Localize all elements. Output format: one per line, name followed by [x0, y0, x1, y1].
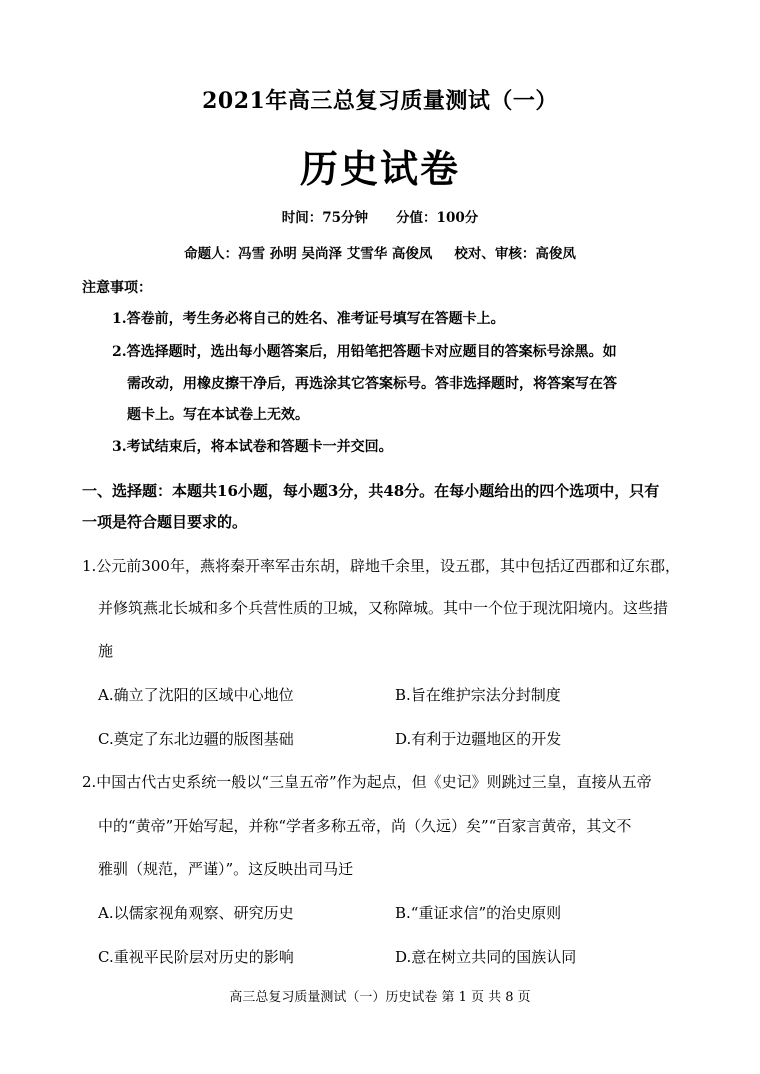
- time-label: 时间：75分钟: [281, 210, 369, 226]
- question-1-line-2: 并修筑燕北长城和多个兵营性质的卫城，又称障城。其中一个位于现沈阳境内。这些措: [98, 599, 669, 617]
- question-2-line-2: 中的“黄帝”开始写起，并称“学者多称五帝，尚（久远）矣”“百家言黄帝，其文不: [98, 817, 632, 835]
- authors-line: [0, 242, 760, 262]
- notice-item-2-line-3: 题卡上。写在本试卷上无效。: [127, 407, 309, 423]
- subject-title: 历史试卷: [299, 146, 460, 191]
- question-1-option-b: B.旨在维护宗法分封制度: [395, 686, 561, 704]
- question-1-line-3: 施: [98, 642, 114, 660]
- notice-item-2-line-1: 2.答选择题时，选出每小题答案后，用铅笔把答题卡对应题目的答案标号涂黑。如: [112, 344, 617, 360]
- question-1-option-a: A.确立了沈阳的区域中心地位: [98, 686, 294, 704]
- question-1-option-d: D.有利于边疆地区的开发: [395, 730, 562, 748]
- notice-item-2-line-2: 需改动，用橡皮擦干净后，再选涂其它答案标号。答非选择题时，将答案写在答: [127, 376, 617, 392]
- question-2-option-c: C.重视平民阶层对历史的影响: [98, 948, 294, 966]
- notice-item-1: 1.答卷前，考生务必将自己的姓名、准考证号填写在答题卡上。: [112, 311, 505, 327]
- time-score-line: [0, 206, 760, 226]
- question-2-option-b: B.“重证求信”的治史原则: [395, 904, 562, 922]
- exam-title: 2021年高三总复习质量测试（一）: [202, 88, 558, 114]
- question-1-option-c: C.奠定了东北边疆的版图基础: [98, 730, 294, 748]
- question-2-line-1: 2.中国古代古史系统一般以“三皇五帝”作为起点，但《史记》则跳过三皇，直接从五帝: [82, 773, 652, 791]
- authors-label: 命题人：冯雪 孙明 吴尚泽 艾雪华 高俊凤: [184, 246, 433, 262]
- notice-item-3: 3.考试结束后，将本试卷和答题卡一并交回。: [112, 439, 393, 455]
- question-1-line-1: 1.公元前300年，燕将秦开率军击东胡，辟地千余里，设五郡，其中包括辽西郡和辽东郡，: [82, 557, 680, 575]
- question-2-option-a: A.以儒家视角观察、研究历史: [98, 904, 294, 922]
- section-heading-line-2: 一项是符合题目要求的。: [82, 513, 248, 531]
- question-2-line-3: 雅驯（规范，严谨）”。这反映出司马迁: [98, 860, 354, 878]
- reviewers-label: 校对、审核：高俊凤: [454, 246, 576, 262]
- score-label: 分值：100分: [396, 210, 479, 226]
- page-footer: 高三总复习质量测试（一）历史试卷 第 1 页 共 8 页: [229, 990, 531, 1005]
- question-2-option-d: D.意在树立共同的国族认同: [395, 948, 577, 966]
- section-heading-line-1: 一、选择题：本题共16小题，每小题3分，共48分。在每小题给出的四个选项中，只有: [82, 482, 660, 500]
- notice-heading: 注意事项：: [82, 280, 152, 296]
